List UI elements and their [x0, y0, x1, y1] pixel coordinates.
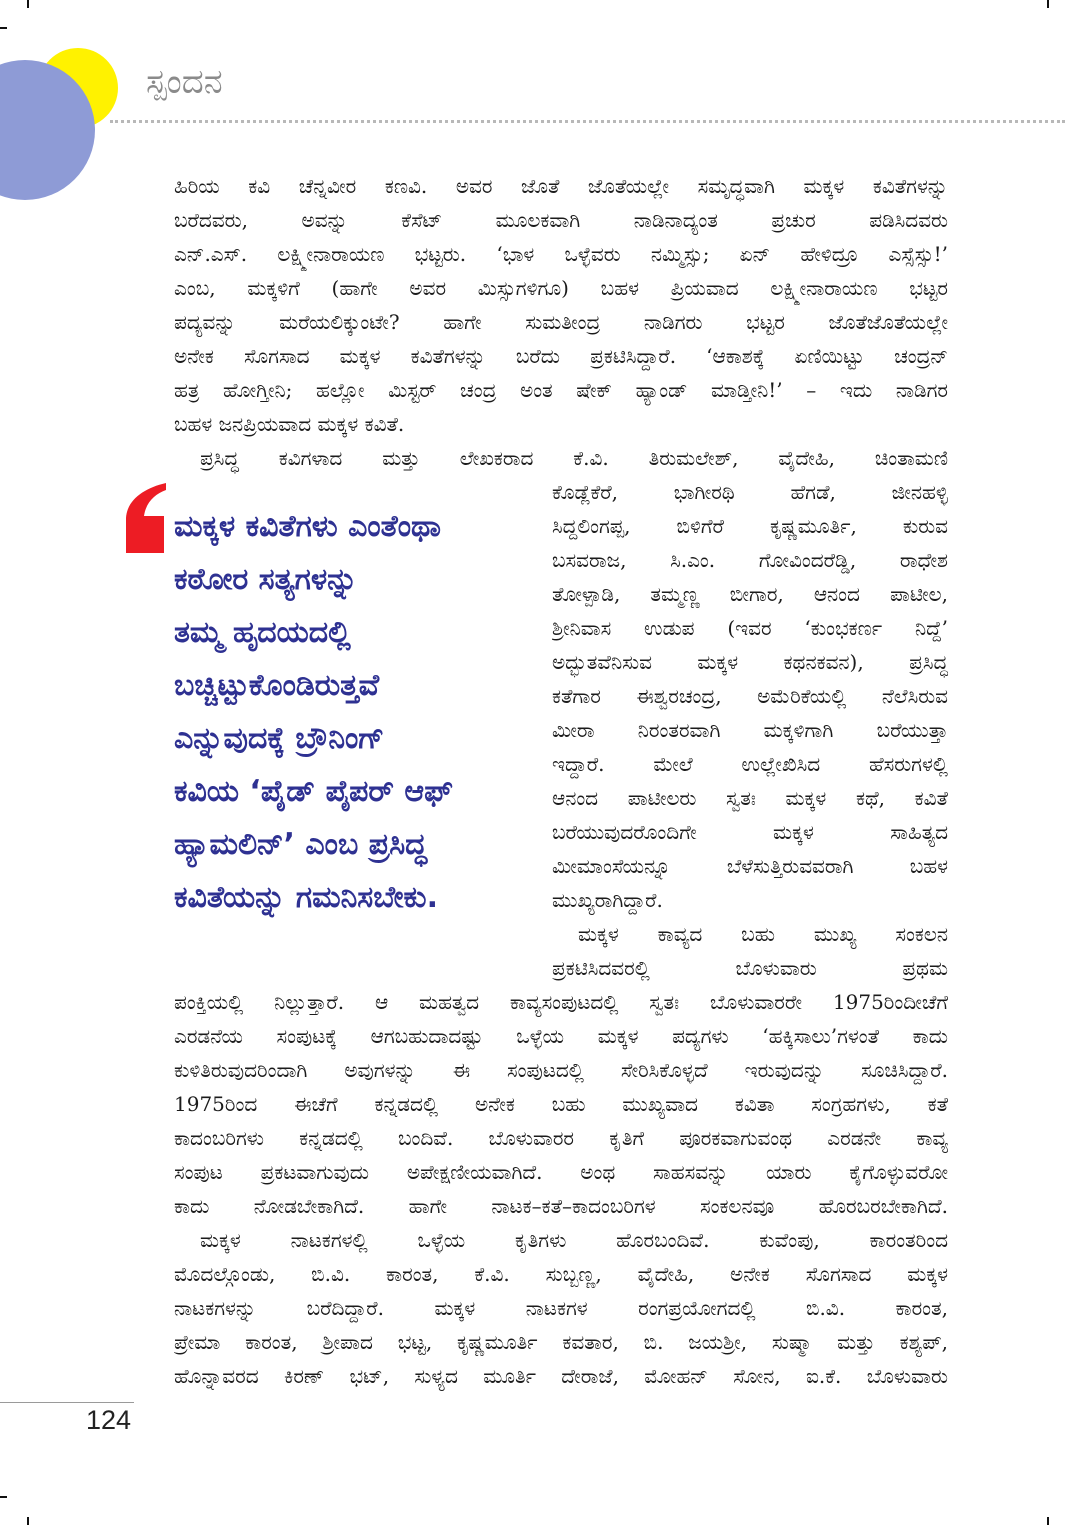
- text-line: ಎಂಬ, ಮಕ್ಕಳಿಗೆ (ಹಾಗೇ ಅವರ ಮಿಸ್ಸುಗಳಿಗೂ) ಬಹಳ ಪ್ರಿಯವಾದ ಲಕ್ಷ್ಮೀನಾರಾಯಣ ಭಟ್ಟರ: [174, 276, 948, 300]
- text-line: ಸಿದ್ದಲಿಂಗಪ್ಪ, ಬಿಳಿಗೆರೆ ಕೃಷ್ಣಮೂರ್ತಿ, ಕುರುವ: [552, 514, 948, 538]
- pull-quote-line: ತಮ್ಮ ಹೃದಯದಲ್ಲಿ: [174, 615, 351, 650]
- text-line: ಪ್ರಸಿದ್ಧ ಕವಿಗಳಾದ ಮತ್ತು ಲೇಖಕರಾದ ಕೆ.ವಿ. ತಿರುಮಲೇಶ್, ವೈದೇಹಿ, ಚಿಂತಾಮಣಿ: [200, 446, 948, 470]
- text-line: ಆನಂದ ಪಾಟೀಲರು ಸ್ವತಃ ಮಕ್ಕಳ ಕಥೆ, ಕವಿತೆ: [552, 786, 948, 810]
- crop-mark: [27, 0, 29, 8]
- pull-quote-line: ಎನ್ನುವುದಕ್ಕೆ ಬ್ರೌನಿಂಗ್: [174, 721, 385, 756]
- article-side-column: [552, 475, 948, 985]
- text-line: ಶ್ರೀನಿವಾಸ ಉಡುಪ (ಇವರ ‘ಕುಂಭಕರ್ಣ ನಿದ್ದೆ’: [552, 616, 948, 640]
- text-line: ಪಂಕ್ತಿಯಲ್ಲಿ ನಿಲ್ಲುತ್ತಾರೆ. ಆ ಮಹತ್ವದ ಕಾವ್ಯಸಂಪುಟದಲ್ಲಿ ಸ್ವತಃ ಬೊಳುವಾರರೇ 1975ರಿಂದೀಚೆಗೆ: [174, 990, 948, 1014]
- text-line: ಮೊದಲ್ಗೊಂಡು, ಬಿ.ವಿ. ಕಾರಂತ, ಕೆ.ವಿ. ಸುಬ್ಬಣ್ಣ, ವೈದೇಹಿ, ಅನೇಕ ಸೊಗಸಾದ ಮಕ್ಕಳ: [174, 1262, 948, 1286]
- text-line: ಅದ್ಭುತವೆನಿಸುವ ಮಕ್ಕಳ ಕಥನಕವನ), ಪ್ರಸಿದ್ಧ: [552, 650, 948, 674]
- text-line: ಹೊನ್ನಾವರದ ಕಿರಣ್ ಭಟ್, ಸುಳ್ಯದ ಮೂರ್ತಿ ದೇರಾಜೆ, ಮೋಹನ್ ಸೋನ, ಐ.ಕೆ. ಬೊಳುವಾರು: [174, 1364, 948, 1388]
- text-line: ಅನೇಕ ಸೊಗಸಾದ ಮಕ್ಕಳ ಕವಿತೆಗಳನ್ನು ಬರೆದು ಪ್ರಕಟಿಸಿದ್ದಾರೆ. ‘ಆಕಾಶಕ್ಕೆ ಏಣಿಯಿಟ್ಟು ಚಂದ್ರನ್: [174, 344, 948, 368]
- text-line: ಪ್ರೇಮಾ ಕಾರಂತ, ಶ್ರೀಪಾದ ಭಟ್ಟ, ಕೃಷ್ಣಮೂರ್ತಿ ಕವತಾರ, ಬಿ. ಜಯಶ್ರೀ, ಸುಷ್ಮಾ ಮತ್ತು ಕಶ್ಯಪ್,: [174, 1330, 948, 1354]
- text-line: ಪ್ರಕಟಿಸಿದವರಲ್ಲಿ ಬೊಳುವಾರು ಪ್ರಥಮ: [552, 956, 948, 980]
- text-line: ಪದ್ಯವನ್ನು ಮರೆಯಲಿಕ್ಕುಂಟೇ? ಹಾಗೇ ಸುಮತೀಂದ್ರ ನಾಡಿಗರು ಭಟ್ಟರ ಜೊತೆಜೊತೆಯಲ್ಲೇ: [174, 310, 948, 334]
- page-number: 124: [86, 1405, 132, 1435]
- text-line: ಹಿರಿಯ ಕವಿ ಚೆನ್ನವೀರ ಕಣವಿ. ಅವರ ಜೊತೆ ಜೊತೆಯಲ್ಲೇ ಸಮೃದ್ಧವಾಗಿ ಮಕ್ಕಳ ಕವಿತೆಗಳನ್ನು: [174, 174, 948, 198]
- pull-quote: [174, 500, 524, 924]
- pull-quote-line: ಕವಿಯ ‘ಪೈಡ್ ಪೈಪರ್ ಆಫ್: [174, 774, 454, 809]
- text-line: ಮಕ್ಕಳ ಕಾವ್ಯದ ಬಹು ಮುಖ್ಯ ಸಂಕಲನ: [578, 922, 948, 946]
- text-line: ಸಂಪುಟ ಪ್ರಕಟವಾಗುವುದು ಅಪೇಕ್ಷಣೀಯವಾಗಿದೆ. ಅಂಥ ಸಾಹಸವನ್ನು ಯಾರು ಕೈಗೊಳ್ಳುವರೋ: [174, 1160, 948, 1184]
- text-line: ಕೊಡ್ಲೆಕೆರೆ, ಭಾಗೀರಥಿ ಹೆಗಡೆ, ಜೀನಹಳ್ಳಿ: [552, 480, 948, 504]
- text-line: ಹತ್ರ ಹೋಗ್ತೀನಿ; ಹಲ್ಲೋ ಮಿಸ್ಟರ್ ಚಂದ್ರ ಅಂತ ಷೇಕ್ ಹ್ಯಾಂಡ್ ಮಾಡ್ತೀನಿ!’ – ಇದು ನಾಡಿಗರ: [174, 378, 948, 402]
- text-line: ಬರೆಯುವುದರೊಂದಿಗೇ ಮಕ್ಕಳ ಸಾಹಿತ್ಯದ: [552, 820, 948, 844]
- crop-mark: [0, 1496, 7, 1498]
- text-line: ಮೀರಾ ನಿರಂತರವಾಗಿ ಮಕ್ಕಳಿಗಾಗಿ ಬರೆಯುತ್ತಾ: [552, 718, 948, 742]
- crop-mark: [27, 1517, 29, 1525]
- text-line: ಕತೆಗಾರ ಈಶ್ವರಚಂದ್ರ, ಅಮೆರಿಕೆಯಲ್ಲಿ ನೆಲೆಸಿರುವ: [552, 684, 948, 708]
- text-line: ಬಸವರಾಜ, ಸಿ.ಎಂ. ಗೋವಿಂದರೆಡ್ಡಿ, ರಾಧೇಶ: [552, 548, 948, 572]
- text-line: ಮೀಮಾಂಸೆಯನ್ನೂ ಬೆಳೆಸುತ್ತಿರುವವರಾಗಿ ಬಹಳ: [552, 854, 948, 878]
- header-divider: [110, 120, 1065, 123]
- footer-rule: [0, 1402, 134, 1403]
- pull-quote-line: ಮಕ್ಕಳ ಕವಿತೆಗಳು ಎಂತೆಂಥಾ: [174, 509, 441, 544]
- header-decoration: [0, 40, 130, 210]
- text-line: ಮುಖ್ಯರಾಗಿದ್ದಾರೆ.: [552, 888, 663, 912]
- crop-mark: [1047, 1517, 1049, 1525]
- text-line: ಕಾದಂಬರಿಗಳು ಕನ್ನಡದಲ್ಲಿ ಬಂದಿವೆ. ಬೊಳುವಾರರ ಕೃತಿಗೆ ಪೂರಕವಾಗುವಂಥ ಎರಡನೇ ಕಾವ್ಯ: [174, 1126, 948, 1150]
- pull-quote-line: ಬಚ್ಚಿಟ್ಟುಕೊಂಡಿರುತ್ತವೆ: [174, 668, 380, 703]
- quote-mark-icon: [122, 480, 170, 556]
- text-line: 1975ರಿಂದ ಈಚೆಗೆ ಕನ್ನಡದಲ್ಲಿ ಅನೇಕ ಬಹು ಮುಖ್ಯವಾದ ಕವಿತಾ ಸಂಗ್ರಹಗಳು, ಕತೆ: [174, 1092, 948, 1116]
- article-continuation: [174, 985, 948, 1393]
- text-line: ಎನ್.ಎಸ್. ಲಕ್ಷ್ಮೀನಾರಾಯಣ ಭಟ್ಟರು. ‘ಭಾಳ ಒಳ್ಳೆವರು ನಮ್ಮಿಸ್ಸು; ಏನ್ ಹೇಳಿದ್ರೂ ಎಸ್ಸೆಸ್ಸು!’: [174, 242, 948, 266]
- text-line: ತೋಳ್ಪಾಡಿ, ತಮ್ಮಣ್ಣ ಬೀಗಾರ, ಆನಂದ ಪಾಟೀಲ,: [552, 582, 948, 606]
- section-title: ಸ್ಪಂದನ: [146, 62, 223, 102]
- text-line: ಎರಡನೆಯ ಸಂಪುಟಕ್ಕೆ ಆಗಬಹುದಾದಷ್ಟು ಒಳ್ಳೆಯ ಮಕ್ಕಳ ಪದ್ಯಗಳು ‘ಹಕ್ಕಿಸಾಲು’ಗಳಂತೆ ಕಾದು: [174, 1024, 948, 1048]
- text-line: ಕಾದು ನೋಡಬೇಕಾಗಿದೆ. ಹಾಗೇ ನಾಟಕ–ಕತೆ–ಕಾದಂಬರಿಗಳ ಸಂಕಲನವೂ ಹೊರಬರಬೇಕಾಗಿದೆ.: [174, 1194, 948, 1218]
- text-line: ಮಕ್ಕಳ ನಾಟಕಗಳಲ್ಲಿ ಒಳ್ಳೆಯ ಕೃತಿಗಳು ಹೊರಬಂದಿವೆ. ಕುವೆಂಪು, ಕಾರಂತರಿಂದ: [200, 1228, 948, 1252]
- text-line: ನಾಟಕಗಳನ್ನು ಬರೆದಿದ್ದಾರೆ. ಮಕ್ಕಳ ನಾಟಕಗಳ ರಂಗಪ್ರಯೋಗದಲ್ಲಿ ಬಿ.ವಿ. ಕಾರಂತ,: [174, 1296, 948, 1320]
- crop-mark: [0, 27, 7, 29]
- pull-quote-line: ಕಠೋರ ಸತ್ಯಗಳನ್ನು: [174, 562, 358, 597]
- text-line: ಬರೆದವರು, ಅವನ್ನು ಕೆಸೆಟ್ ಮೂಲಕವಾಗಿ ನಾಡಿನಾದ್ಯಂತ ಪ್ರಚುರ ಪಡಿಸಿದವರು: [174, 208, 948, 232]
- text-line: ಇದ್ದಾರೆ. ಮೇಲೆ ಉಲ್ಲೇಖಿಸಿದ ಹೆಸರುಗಳಲ್ಲಿ: [552, 752, 948, 776]
- pull-quote-line: ಹ್ಯಾಮಲಿನ್’ ಎಂಬ ಪ್ರಸಿದ್ಧ: [174, 827, 427, 862]
- crop-mark: [1047, 0, 1049, 8]
- pull-quote-line: ಕವಿತೆಯನ್ನು ಗಮನಿಸಬೇಕು.: [174, 880, 438, 915]
- article-intro: [174, 169, 948, 475]
- text-line: ಬಹಳ ಜನಪ್ರಿಯವಾದ ಮಕ್ಕಳ ಕವಿತೆ.: [174, 412, 405, 436]
- text-line: ಕುಳಿತಿರುವುದರಿಂದಾಗಿ ಅವುಗಳನ್ನು ಈ ಸಂಪುಟದಲ್ಲಿ ಸೇರಿಸಿಕೊಳ್ಳದೆ ಇರುವುದನ್ನು ಸೂಚಿಸಿದ್ದಾರೆ.: [174, 1058, 948, 1082]
